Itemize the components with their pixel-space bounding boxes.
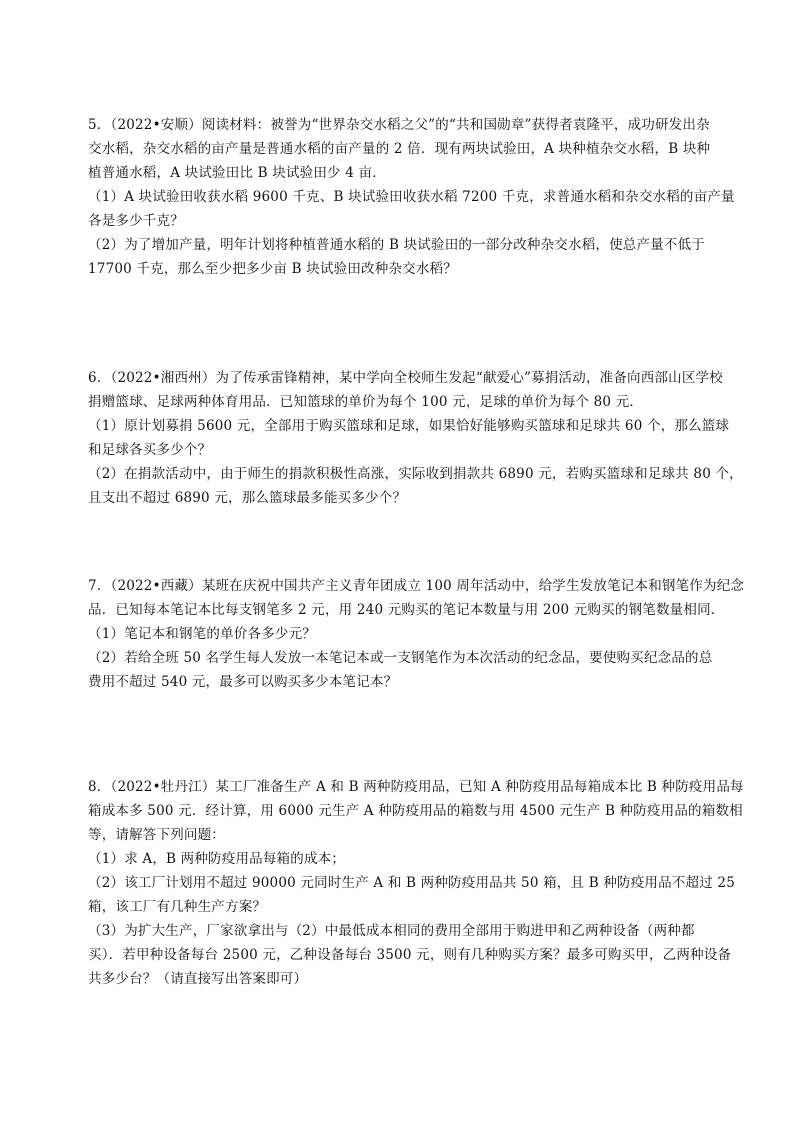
problem-line: 且支出不超过 6890 元，那么篮球最多能买多少个？ [88,490,407,506]
problem-line: 捐赠篮球、足球两种体育用品．已知篮球的单价为每个 100 元，足球的单价为每个 80 元． [88,394,644,410]
subquestion-line: （1）求 A，B 两种防疫用品每箱的成本； [88,851,346,867]
problem-line: 17700 千克，那么至少把多少亩 B 块试验田改种杂交水稻？ [88,261,457,277]
problem-line: 和足球各买多少个？ [88,442,212,458]
subquestion-line: （2）在捐款活动中，由于师生的捐款积极性高涨，实际收到捐款共 6890 元，若购买篮球和足球共 80 个， [88,466,743,482]
problem-line: 8．（2022•牡丹江）某工厂准备生产 A 和 B 两种防疫用品，已知 A 种防疫用品每箱成本比 B 种防疫用品每 [88,779,744,795]
subquestion-line: （2）为了增加产量，明年计划将种植普通水稻的 B 块试验田的一部分改种杂交水稻，使总产量不低于 [88,237,705,253]
problem-line: 箱成本多 500 元．经计算，用 6000 元生产 A 种防疫用品的箱数与用 4500 元生产 B 种防疫用品的箱数相 [88,803,743,819]
subquestion-line: （1）笔记本和钢笔的单价各多少元？ [88,626,316,642]
problem-line: 等，请解答下列问题： [88,827,225,843]
subquestion-line: （1）A 块试验田收获水稻 9600 千克、B 块试验田收获水稻 7200 千克，求普通水稻和杂交水稻的亩产量 [88,189,735,205]
subquestion-line: （2）该工厂计划用不超过 90000 元同时生产 A 和 B 两种防疫用品共 50 箱，且 B 种防疫用品不超过 25 [88,875,735,891]
problem-line: 6．（2022•湘西州）为了传承雷锋精神，某中学向全校师生发起“献爱心”募捐活动，准备向西部山区学校 [88,370,723,386]
problem-line: 植普通水稻，A 块试验田比 B 块试验田少 4 亩． [88,165,386,181]
problem-6 [88,366,743,510]
problem-line: 7．（2022•西藏）某班在庆祝中国共产主义青年团成立 100 周年活动中，给学生发放笔记本和钢笔作为纪念 [88,578,745,594]
problem-8 [88,775,744,991]
problem-line: 箱，该工厂有几种生产方案？ [88,899,267,915]
problem-line: 共多少台？（请直接写出答案即可） [88,971,308,987]
subquestion-line: （2）若给全班 50 名学生每人发放一本笔记本或一支钢笔作为本次活动的纪念品，要使购买纪念品的总 [88,650,713,666]
problem-line: 品．已知每本笔记本比每支钢笔多 2 元，用 240 元购买的笔记本数量与用 200 元购买的钢笔数量相同． [88,602,725,618]
subquestion-line: （3）为扩大生产，厂家欲拿出与（2）中最低成本相同的费用全部用于购进甲和乙两种设备（两种都 [88,923,695,939]
problem-line: 各是多少千克？ [88,213,184,229]
subquestion-line: （1）原计划募捐 5600 元，全部用于购买篮球和足球，如果恰好能够购买篮球和足球共 60 个，那么篮球 [88,418,730,434]
problem-line: 5．（2022•安顺）阅读材料：被誉为“世界杂交水稻之父”的“共和国勋章”获得者袁隆平，成功研发出杂 [88,117,710,133]
problem-5 [88,113,735,281]
problem-line: 买）．若甲种设备每台 2500 元，乙种设备每台 3500 元，则有几种购买方案？最多可购买甲，乙两种设备 [88,947,732,963]
problem-7 [88,574,745,694]
problem-line: 交水稻，杂交水稻的亩产量是普通水稻的亩产量的 2 倍．现有两块试验田，A 块种植杂交水稻，B 块种 [88,141,711,157]
problem-line: 费用不超过 540 元，最多可以购买多少本笔记本？ [88,674,398,690]
